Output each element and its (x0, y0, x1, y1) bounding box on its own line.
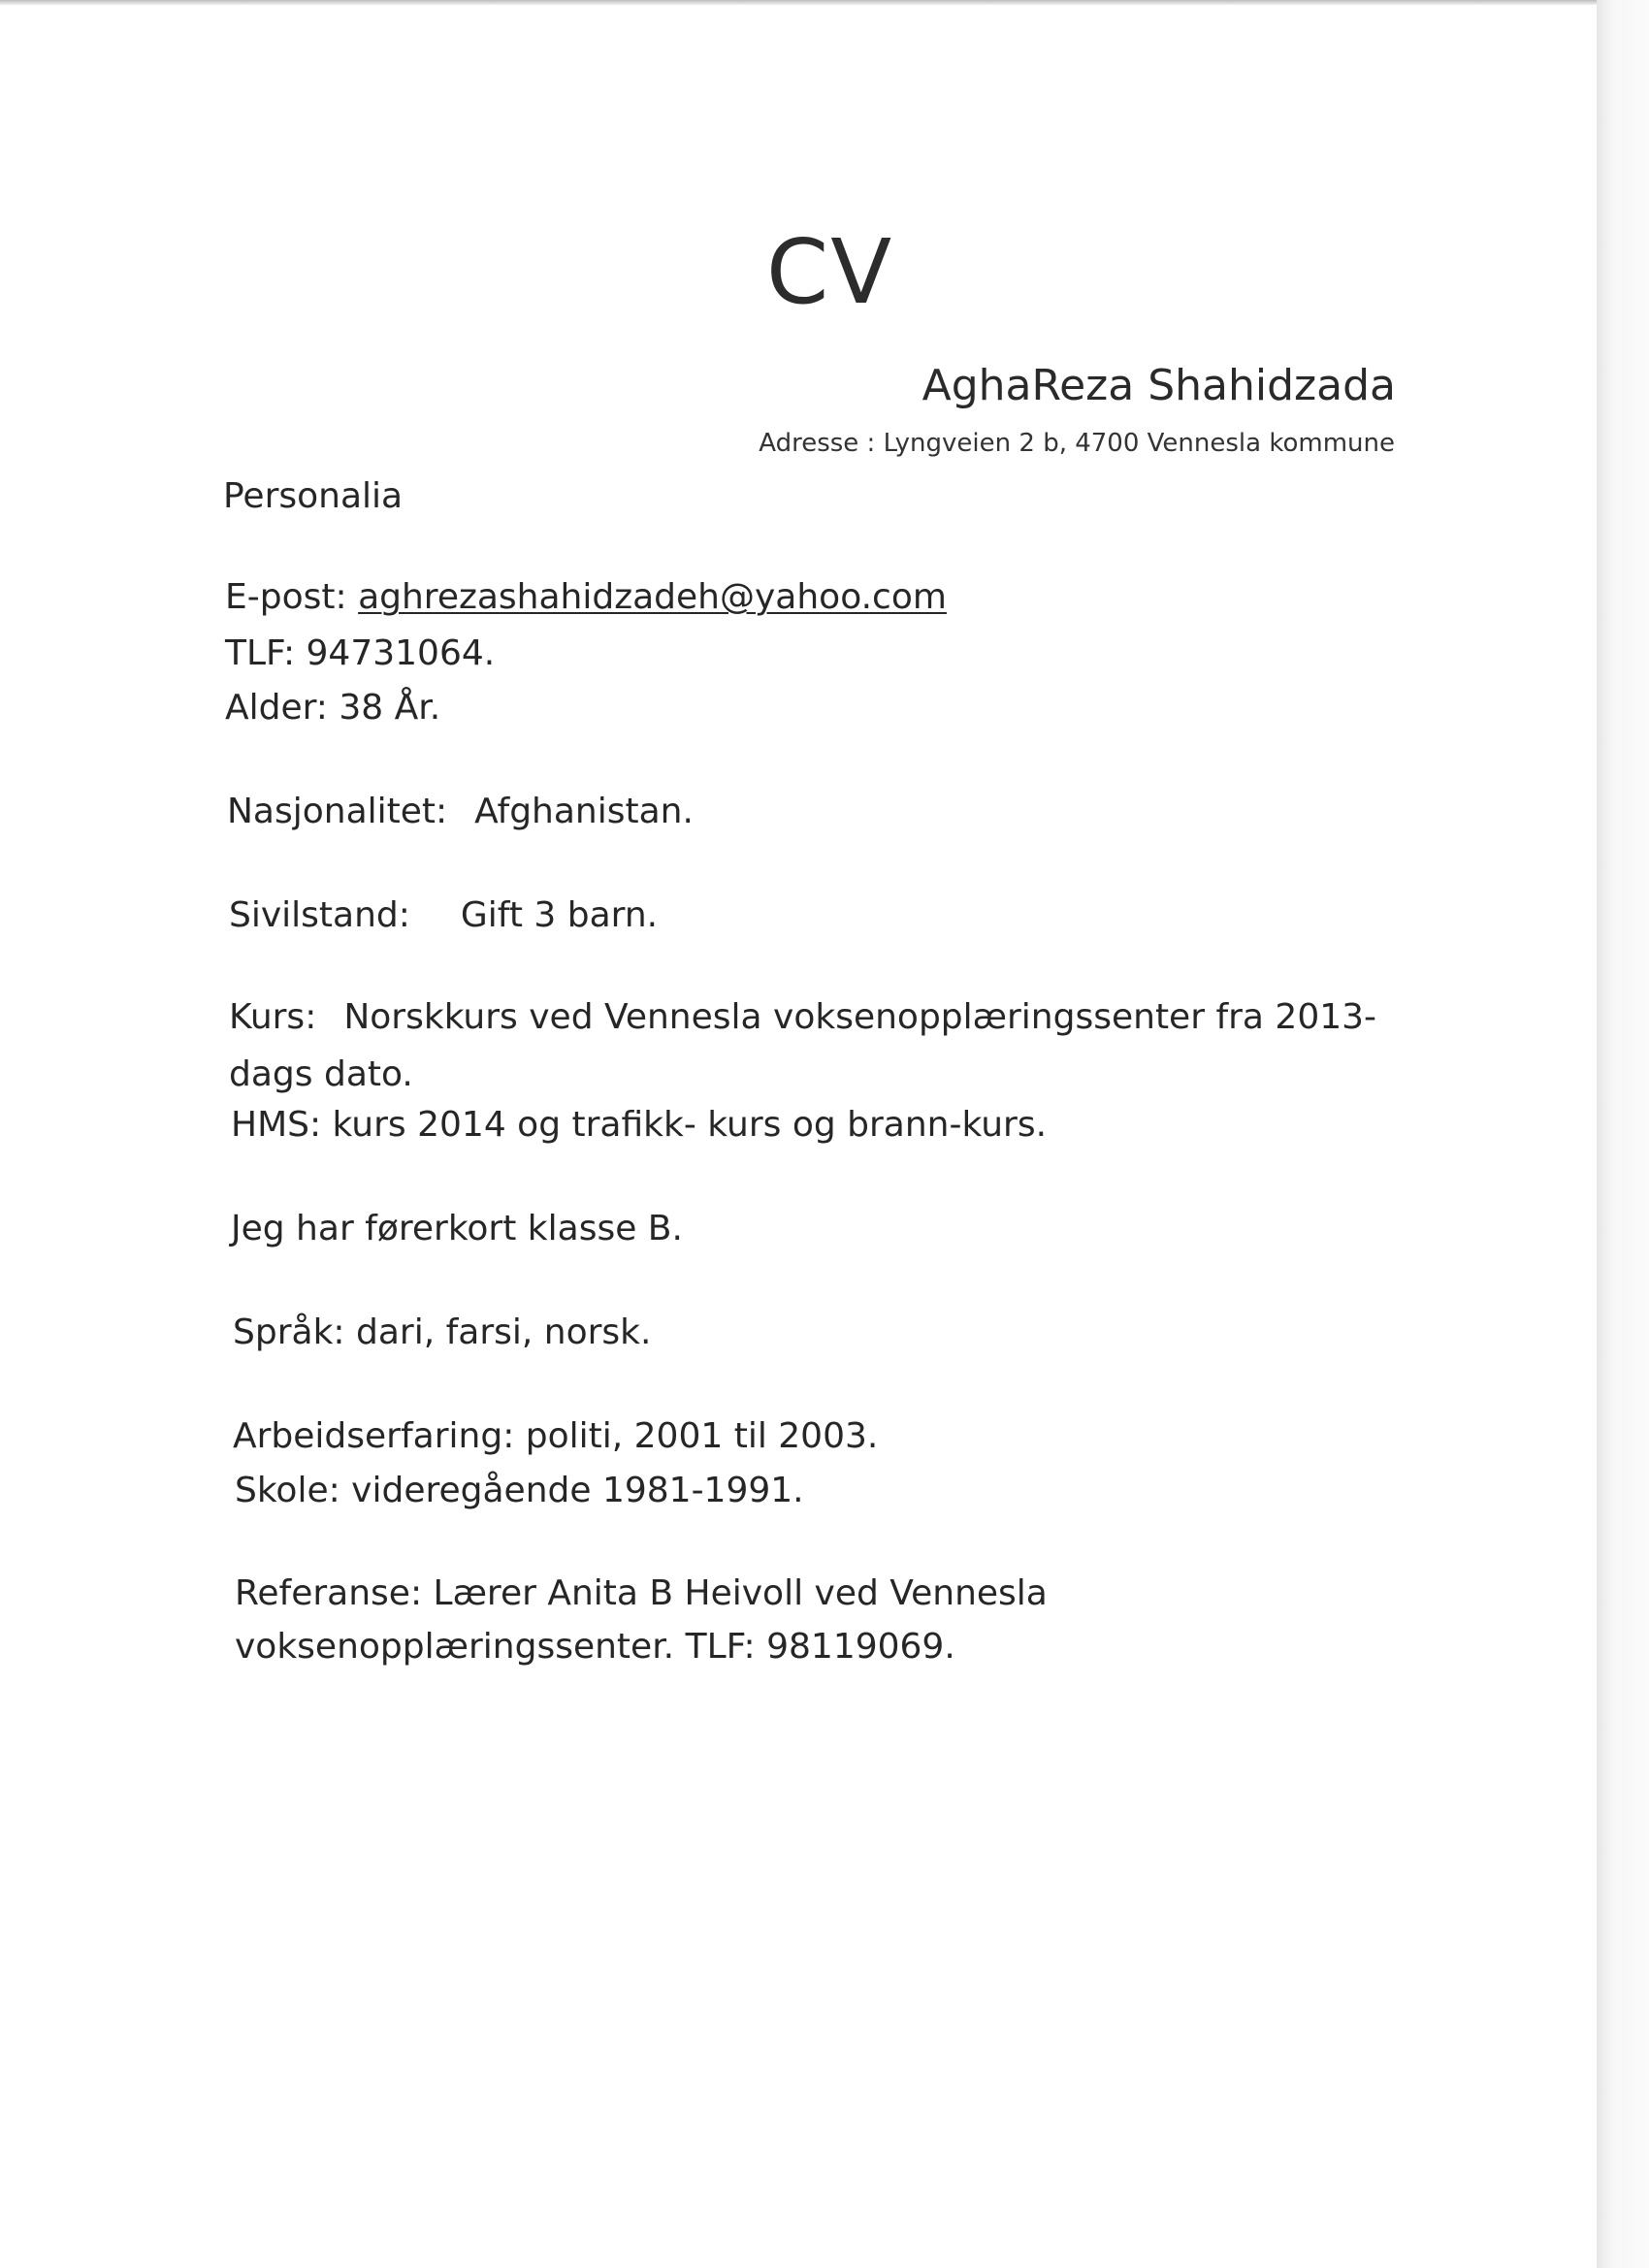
scan-page-edge (1597, 0, 1649, 2268)
civil-status-label: Sivilstand: (229, 895, 410, 935)
email-link[interactable]: aghrezashahidzadeh@yahoo.com (358, 577, 947, 617)
school-line: Skole: videregående 1981-1991. (235, 1471, 804, 1510)
languages-line: Språk: dari, farsi, norsk. (233, 1312, 652, 1352)
scan-top-edge (0, 0, 1597, 5)
age-line: Alder: 38 År. (225, 688, 441, 728)
civil-status-value: Gift 3 barn. (460, 895, 659, 935)
courses-label: Kurs: (229, 997, 317, 1037)
applicant-name: AghaReza Shahidzada (922, 361, 1396, 410)
courses-text-1: Norskkurs ved Vennesla voksenopplæringssenter fra 2013- (343, 997, 1377, 1037)
document-title: CV (766, 220, 894, 324)
courses-line-1 (229, 997, 1377, 1037)
courses-line-3: HMS: kurs 2014 og trafikk- kurs og brann-kurs. (231, 1105, 1048, 1145)
section-heading-personalia: Personalia (223, 476, 404, 516)
nationality-line (227, 794, 694, 829)
nationality-label: Nasjonalitet: (227, 792, 448, 831)
reference-line-2: voksenopplæringssenter. TLF: 98119069. (235, 1627, 955, 1667)
nationality-value: Afghanistan. (474, 792, 694, 831)
applicant-address: Adresse : Lyngveien 2 b, 4700 Vennesla kommune (759, 429, 1395, 458)
reference-line-1: Referanse: Lærer Anita B Heivoll ved Vennesla (235, 1573, 1048, 1613)
phone-line: TLF: 94731064. (225, 633, 496, 673)
email-line (225, 577, 947, 617)
email-label: E-post: (225, 577, 347, 617)
civil-status-line (229, 895, 659, 935)
license-line: Jeg har førerkort klasse B. (231, 1209, 683, 1248)
courses-line-2: dags dato. (229, 1054, 413, 1094)
work-experience-line: Arbeidserfaring: politi, 2001 til 2003. (233, 1416, 879, 1456)
